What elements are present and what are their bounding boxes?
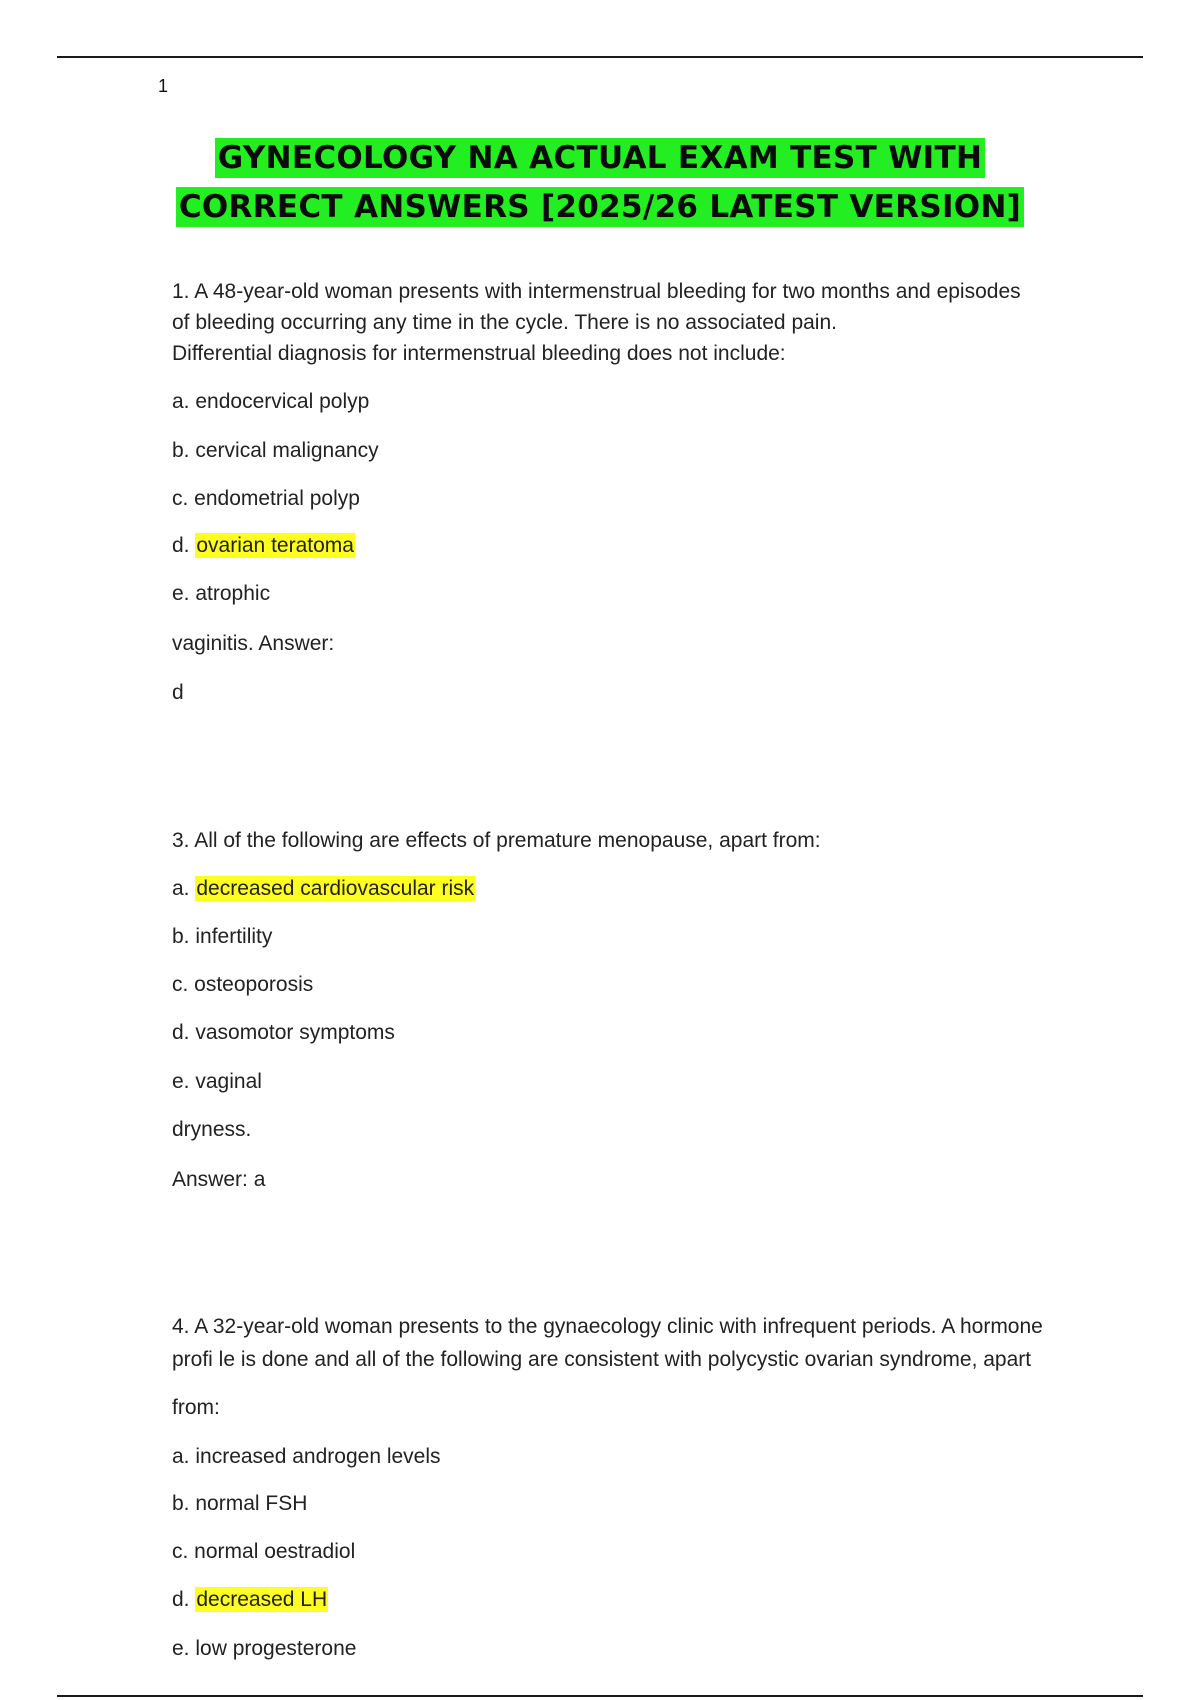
question-4-option-b: b. normal FSH <box>172 1492 308 1515</box>
question-3-answer-line1: dryness. <box>172 1118 252 1141</box>
bottom-rule <box>57 1695 1143 1697</box>
question-4-option-a: a. increased androgen levels <box>172 1445 441 1468</box>
question-4-option-c: c. normal oestradiol <box>172 1540 356 1563</box>
correct-answer-highlight: ovarian teratoma <box>196 534 354 557</box>
correct-answer-highlight: decreased cardiovascular risk <box>196 877 475 900</box>
question-4-text-line1: 4. A 32-year-old woman presents to the gynaecology clinic with infrequent periods. A hormone <box>172 1315 1043 1338</box>
top-rule <box>57 56 1143 58</box>
correct-answer-highlight: decreased LH <box>196 1588 328 1611</box>
question-3-answer-line2: Answer: a <box>172 1168 266 1191</box>
question-3-option-b: b. infertility <box>172 925 273 948</box>
question-4-text-line2: profi le is done and all of the following are consistent with polycystic ovarian syndrome, apart <box>172 1348 1032 1371</box>
question-1-text-line3: Differential diagnosis for intermenstrual bleeding does not include: <box>172 342 786 365</box>
question-1-option-e: e. atrophic <box>172 582 271 605</box>
question-1-option-a: a. endocervical polyp <box>172 390 370 413</box>
page-number: 1 <box>158 76 169 96</box>
question-1-option-b: b. cervical malignancy <box>172 439 379 462</box>
question-1-text-line2: of bleeding occurring any time in the cycle. There is no associated pain. <box>172 311 837 334</box>
question-3-option-c: c. osteoporosis <box>172 973 314 996</box>
question-1-answer-line1: vaginitis. Answer: <box>172 632 335 655</box>
document-title-line1: GYNECOLOGY NA ACTUAL EXAM TEST WITH <box>0 140 1200 176</box>
question-3-option-e: e. vaginal <box>172 1070 262 1093</box>
document-title-line2: CORRECT ANSWERS [2025/26 LATEST VERSION] <box>0 189 1200 225</box>
question-1-text-line1: 1. A 48-year-old woman presents with intermenstrual bleeding for two months and episodes <box>172 280 1021 303</box>
question-4-option-d: d. decreased LH <box>172 1588 328 1611</box>
question-1-option-c: c. endometrial polyp <box>172 487 360 510</box>
question-3-option-a: a. decreased cardiovascular risk <box>172 877 475 900</box>
question-4-option-e: e. low progesterone <box>172 1637 357 1660</box>
question-1-option-d: d. ovarian teratoma <box>172 534 354 557</box>
question-3-option-d: d. vasomotor symptoms <box>172 1021 395 1044</box>
question-1-answer-line2: d <box>172 681 184 704</box>
question-3-text-line1: 3. All of the following are effects of premature menopause, apart from: <box>172 829 821 852</box>
question-4-text-line3: from: <box>172 1396 220 1419</box>
